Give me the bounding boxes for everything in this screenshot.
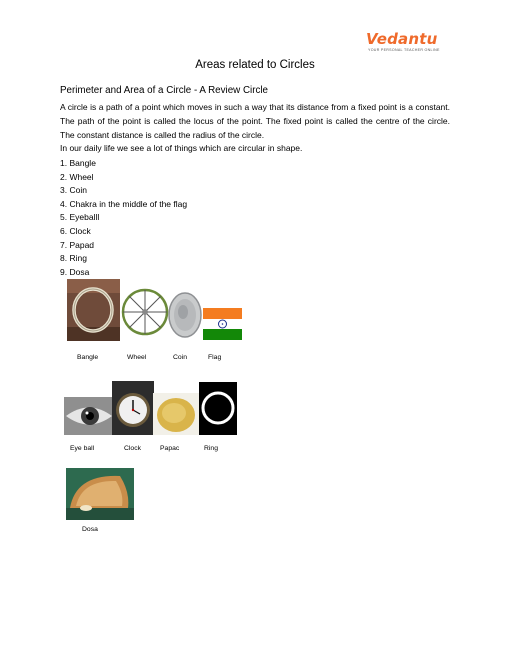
caption-wheel: Wheel (127, 354, 147, 361)
wheel-image (120, 283, 170, 341)
definition-paragraph: A circle is a path of a point which moves in such a way that its distance from a fixed point is a constant. The path of the point is called the locus of the point. The fixed point is called the centre of the circle. The constant distance is called the radius of the circle. (60, 102, 450, 140)
list-item: 3. Coin (60, 185, 87, 196)
vedantu-logo (366, 30, 450, 54)
caption-eyeball: Eye ball (70, 445, 95, 452)
papad-image (153, 393, 199, 435)
caption-ring: Ring (204, 445, 218, 452)
list-item: 7. Papad (60, 239, 95, 250)
flag-image (203, 308, 242, 340)
section-heading: Perimeter and Area of a Circle - A Review Circle (60, 85, 268, 96)
coin-image (167, 290, 205, 340)
list-item: 2. Wheel (60, 171, 94, 182)
intro-line: In our daily life we see a lot of things which are circular in shape. (60, 143, 303, 153)
page-title: Areas related to Circles (195, 59, 315, 71)
caption-clock: Clock (124, 445, 141, 452)
bangle-image (67, 279, 120, 341)
logo-wordmark: Vedantu (366, 30, 438, 48)
list-item: 1. Bangle (60, 158, 96, 168)
caption-bangle: Bangle (77, 354, 99, 361)
dosa-image (66, 468, 134, 520)
caption-dosa: Dosa (82, 526, 98, 533)
logo-tagline: YOUR PERSONAL TEACHER ONLINE (368, 48, 440, 52)
clock-image (112, 381, 154, 435)
caption-coin: Coin (173, 354, 187, 361)
list-item: 4. Chakra in the middle of the flag (60, 198, 188, 209)
ring-image (199, 382, 237, 435)
caption-papad: Papac (160, 445, 180, 452)
list-item: 6. Clock (60, 225, 91, 236)
caption-flag: Flag (208, 354, 222, 361)
circular-objects-list (60, 157, 187, 279)
list-item: 9. Dosa (60, 266, 90, 277)
list-item: 8. Ring (60, 253, 87, 264)
list-item: 5. Eyeballl (60, 212, 100, 223)
eyeball-image (64, 397, 114, 435)
